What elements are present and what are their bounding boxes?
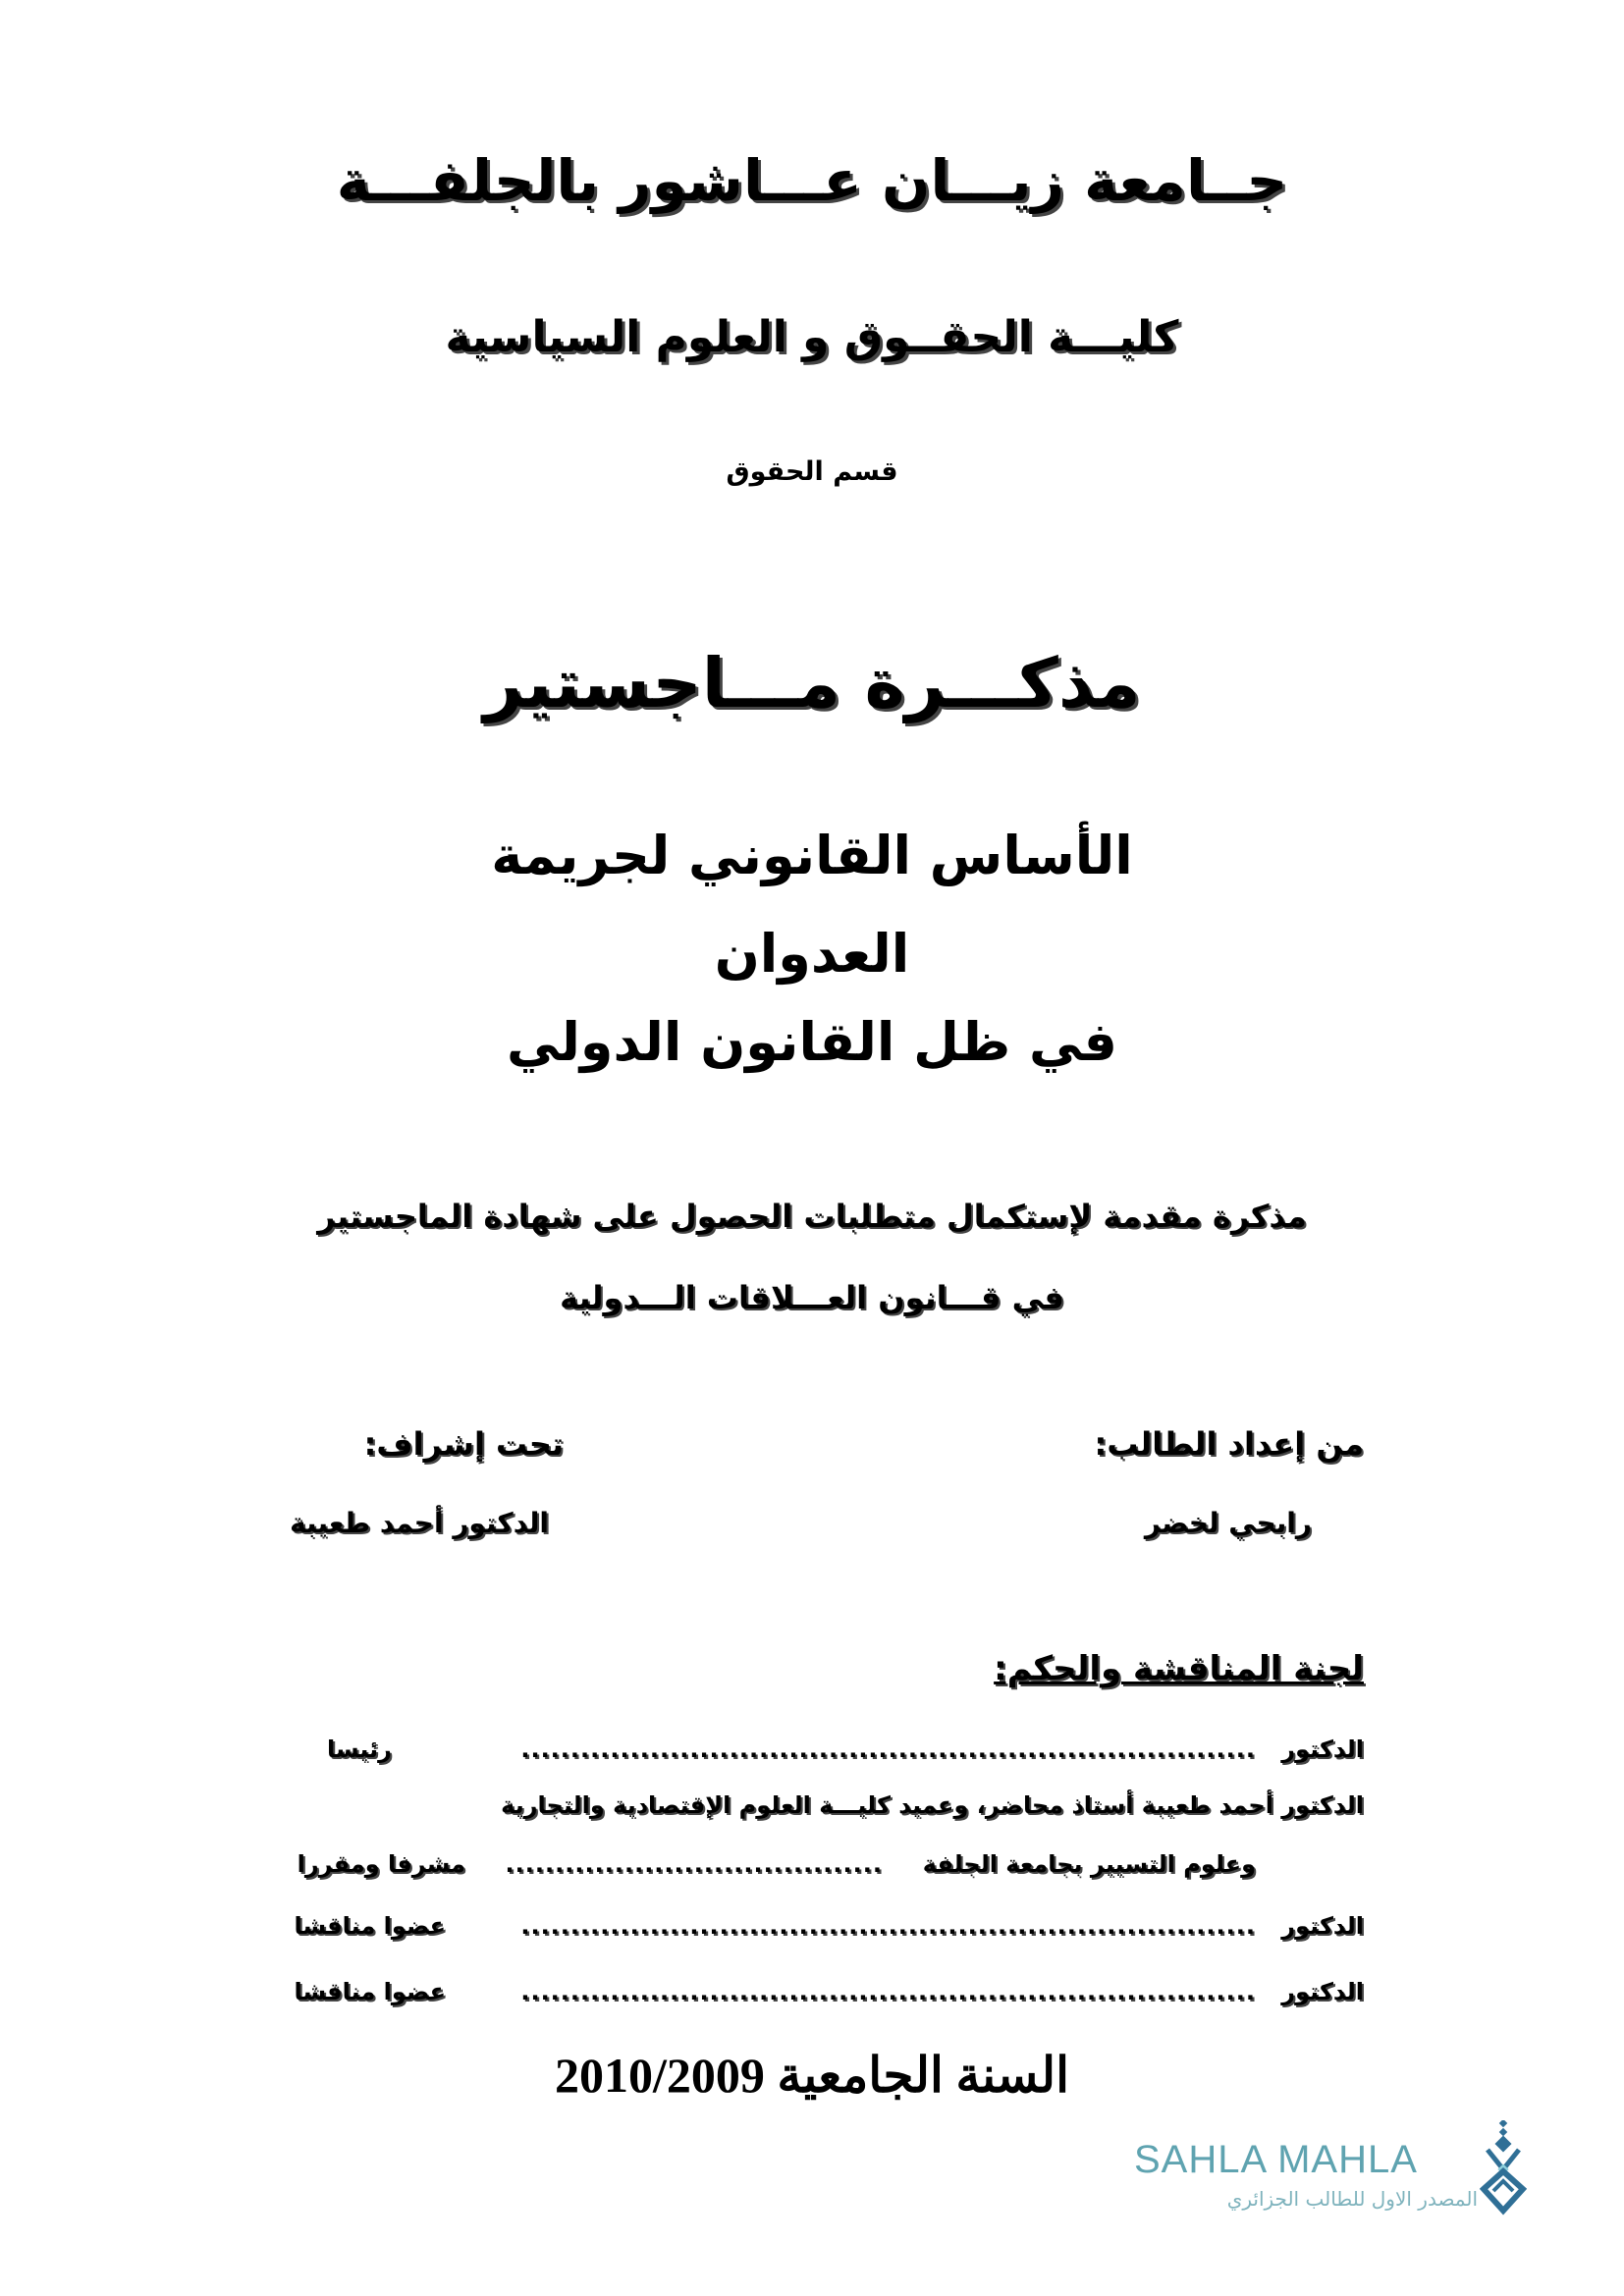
jury-role: عضوا مناقشا [294, 1912, 446, 1940]
thesis-title-line-2: العدوان [714, 923, 910, 985]
jury-row [205, 1850, 1364, 1890]
jury-row [205, 1735, 1364, 1775]
jury-row [205, 1978, 1364, 2017]
dotted-leader: .......................................................................... [520, 1735, 1256, 1763]
jury-row [205, 1912, 1364, 1951]
jury-row [205, 1791, 1364, 1831]
student-name: رابحي لخضر [1144, 1507, 1312, 1539]
watermark-brand: SAHLA MAHLA [1134, 2138, 1418, 2181]
supervisor-name: الدكتور أحمد طعيبة [290, 1507, 549, 1539]
prepared-by-label: من إعداد الطالب: [1094, 1425, 1364, 1463]
university-name: جــامعة زيـــان عـــاشور بالجلفـــة [336, 147, 1288, 214]
jury-title: لجنة المناقشة والحكم: [994, 1649, 1364, 1688]
jury-member-title: الدكتور [1281, 1978, 1364, 2005]
dotted-leader: .......................................................................... [520, 1912, 1256, 1940]
jury-member-title: الدكتور [1281, 1735, 1364, 1763]
jury-role: رئيسا [326, 1735, 392, 1763]
dotted-leader: .......................................................................... [520, 1978, 1256, 2005]
jury-role: مشرفا ومقررا [297, 1850, 465, 1878]
jury-member-detail: وعلوم التسيير بجامعة الجلفة [922, 1850, 1256, 1878]
degree-title: مذكـــرة مـــاجستير [483, 643, 1141, 723]
thesis-title-line-1: الأساس القانوني لجريمة [491, 825, 1133, 886]
faculty-name: كليـــة الحقــوق و العلوم السياسية [445, 312, 1179, 362]
jury-member-title: الدكتور أحمد طعيبة أستاذ محاضر، وعميد كليـــة العلوم الإقتصادية والتجارية [501, 1791, 1364, 1819]
academic-year: السنة الجامعية 2010/2009 [555, 2048, 1069, 2103]
subtitle-line-1: مذكرة مقدمة لإستكمال متطلبات الحصول على شهادة الماجستير [317, 1198, 1307, 1235]
thesis-title-line-3: في ظل القانون الدولي [506, 1011, 1118, 1073]
dotted-leader: ...................................... [505, 1850, 883, 1878]
calligraphy-emblem-icon [1480, 2120, 1527, 2218]
subtitle-line-2: في قـــانون العـــلاقات الـــدولية [560, 1279, 1064, 1316]
watermark-logo [1134, 2120, 1522, 2218]
department-name: قسم الحقوق [726, 456, 898, 487]
watermark-tagline: المصدر الاول للطالب الجزائري [1226, 2187, 1478, 2211]
jury-role: عضوا مناقشا [294, 1978, 446, 2005]
supervisor-label: تحت إشراف: [363, 1425, 564, 1463]
jury-member-title: الدكتور [1281, 1912, 1364, 1940]
